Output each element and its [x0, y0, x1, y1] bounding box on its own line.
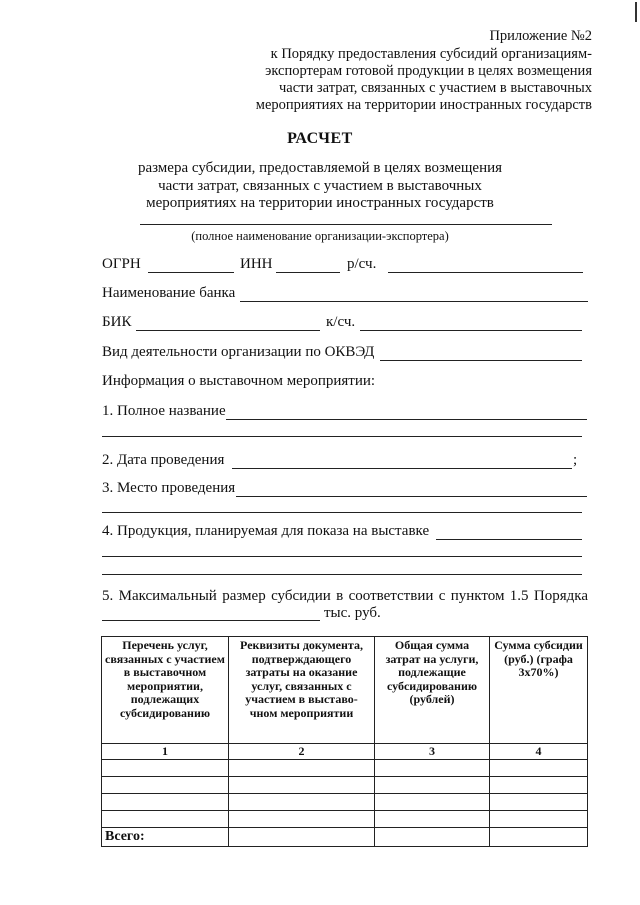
- table-cell[interactable]: [375, 760, 490, 777]
- products-field[interactable]: [436, 539, 582, 540]
- bank-label: Наименование банка: [102, 285, 236, 301]
- table-cell[interactable]: [229, 811, 375, 828]
- total-cell[interactable]: [490, 828, 588, 847]
- subtitle-line-1: размера субсидии, предоставляемой в целях возмещения: [137, 160, 503, 176]
- ogrn-field[interactable]: [148, 272, 234, 273]
- col-number: 2: [229, 744, 375, 760]
- subtitle: [0, 160, 640, 213]
- products-label: 4. Продукция, планируемая для показа на выставке: [102, 523, 430, 539]
- table-cell[interactable]: [229, 794, 375, 811]
- place-field-cont[interactable]: [102, 512, 582, 513]
- inn-label: ИНН: [240, 256, 273, 272]
- table-cell[interactable]: [490, 811, 588, 828]
- org-name-caption: (полное наименование организации-экспортера): [191, 229, 449, 243]
- table-cell[interactable]: [375, 777, 490, 794]
- max-subsidy-field[interactable]: [102, 620, 320, 621]
- products-field-cont-1[interactable]: [102, 556, 582, 557]
- appendix-line-1: к Порядку предоставления субсидий организациям-: [270, 46, 592, 62]
- full-name-field[interactable]: [226, 419, 587, 420]
- table-header-row: [102, 637, 588, 744]
- bik-label: БИК: [102, 314, 132, 330]
- table-row: [102, 760, 588, 777]
- subtitle-line-3: мероприятиях на территории иностранных государств: [146, 195, 494, 211]
- table-cell[interactable]: [375, 811, 490, 828]
- col-header-total-costs: Общая сумма затрат на услуги, подлежащие субсидированию (рублей): [375, 637, 490, 744]
- appendix-label: Приложение №2: [489, 28, 592, 44]
- table-row: [102, 777, 588, 794]
- table-cell[interactable]: [490, 760, 588, 777]
- calculation-table: [101, 636, 588, 847]
- products-field-cont-2[interactable]: [102, 574, 582, 575]
- table-cell[interactable]: [229, 777, 375, 794]
- table-number-row: [102, 744, 588, 760]
- bank-field[interactable]: [240, 301, 588, 302]
- ogrn-label: ОГРН: [102, 256, 141, 272]
- document-title: РАСЧЕТ: [287, 130, 353, 147]
- subtitle-line-2: части затрат, связанных с участием в выставочных: [158, 177, 482, 194]
- table-cell[interactable]: [229, 760, 375, 777]
- max-subsidy-unit: тыс. руб.: [324, 605, 381, 621]
- inn-field[interactable]: [276, 272, 340, 273]
- date-end: ;: [573, 452, 578, 468]
- col-header-services: Перечень услуг, связанных с участием в выставочном мероприятии, подлежащих субсидированию: [102, 637, 229, 744]
- total-cell[interactable]: [375, 828, 490, 847]
- total-label: Всего:: [102, 828, 229, 847]
- table-cell[interactable]: [490, 794, 588, 811]
- scan-edge-mark: [635, 2, 637, 22]
- col-header-documents: Реквизиты документа, подтверждающего затраты на оказание услуг, связанных с участием в выставо-чном мероприятии: [229, 637, 375, 744]
- bik-field[interactable]: [136, 330, 320, 331]
- col-number: 4: [490, 744, 588, 760]
- table-cell[interactable]: [375, 794, 490, 811]
- org-name-line[interactable]: [140, 224, 552, 225]
- corr-account-label: к/сч.: [326, 314, 356, 330]
- table-cell[interactable]: [490, 777, 588, 794]
- date-label: 2. Дата проведения: [102, 452, 225, 468]
- account-label: р/сч.: [347, 256, 377, 272]
- table-row: [102, 811, 588, 828]
- account-field[interactable]: [388, 272, 583, 273]
- appendix-line-3: части затрат, связанных с участием в выставочных: [279, 80, 592, 96]
- table-cell[interactable]: [102, 760, 229, 777]
- date-field[interactable]: [232, 468, 572, 469]
- place-label: 3. Место проведения: [102, 480, 236, 496]
- col-number: 1: [102, 744, 229, 760]
- table-cell[interactable]: [102, 777, 229, 794]
- appendix-line-2: экспортерам готовой продукции в целях возмещения: [265, 63, 592, 79]
- place-field[interactable]: [236, 496, 587, 497]
- full-name-field-cont[interactable]: [102, 436, 582, 437]
- event-info-heading: Информация о выставочном мероприятии:: [102, 373, 376, 389]
- total-cell[interactable]: [229, 828, 375, 847]
- table-total-row: [102, 828, 588, 847]
- col-number: 3: [375, 744, 490, 760]
- col-header-subsidy: Сумма субсидии (руб.) (графа 3х70%): [490, 637, 588, 744]
- corr-account-field[interactable]: [360, 330, 582, 331]
- table-cell[interactable]: [102, 811, 229, 828]
- table-row: [102, 794, 588, 811]
- full-name-label: 1. Полное название: [102, 403, 226, 419]
- okved-label: Вид деятельности организации по ОКВЭД: [102, 344, 375, 360]
- table-cell[interactable]: [102, 794, 229, 811]
- max-subsidy-label: 5. Максимальный размер субсидии в соответствии с пунктом 1.5 Порядка: [102, 588, 588, 604]
- okved-field[interactable]: [380, 360, 582, 361]
- appendix-line-4: мероприятиях на территории иностранных государств: [255, 97, 592, 113]
